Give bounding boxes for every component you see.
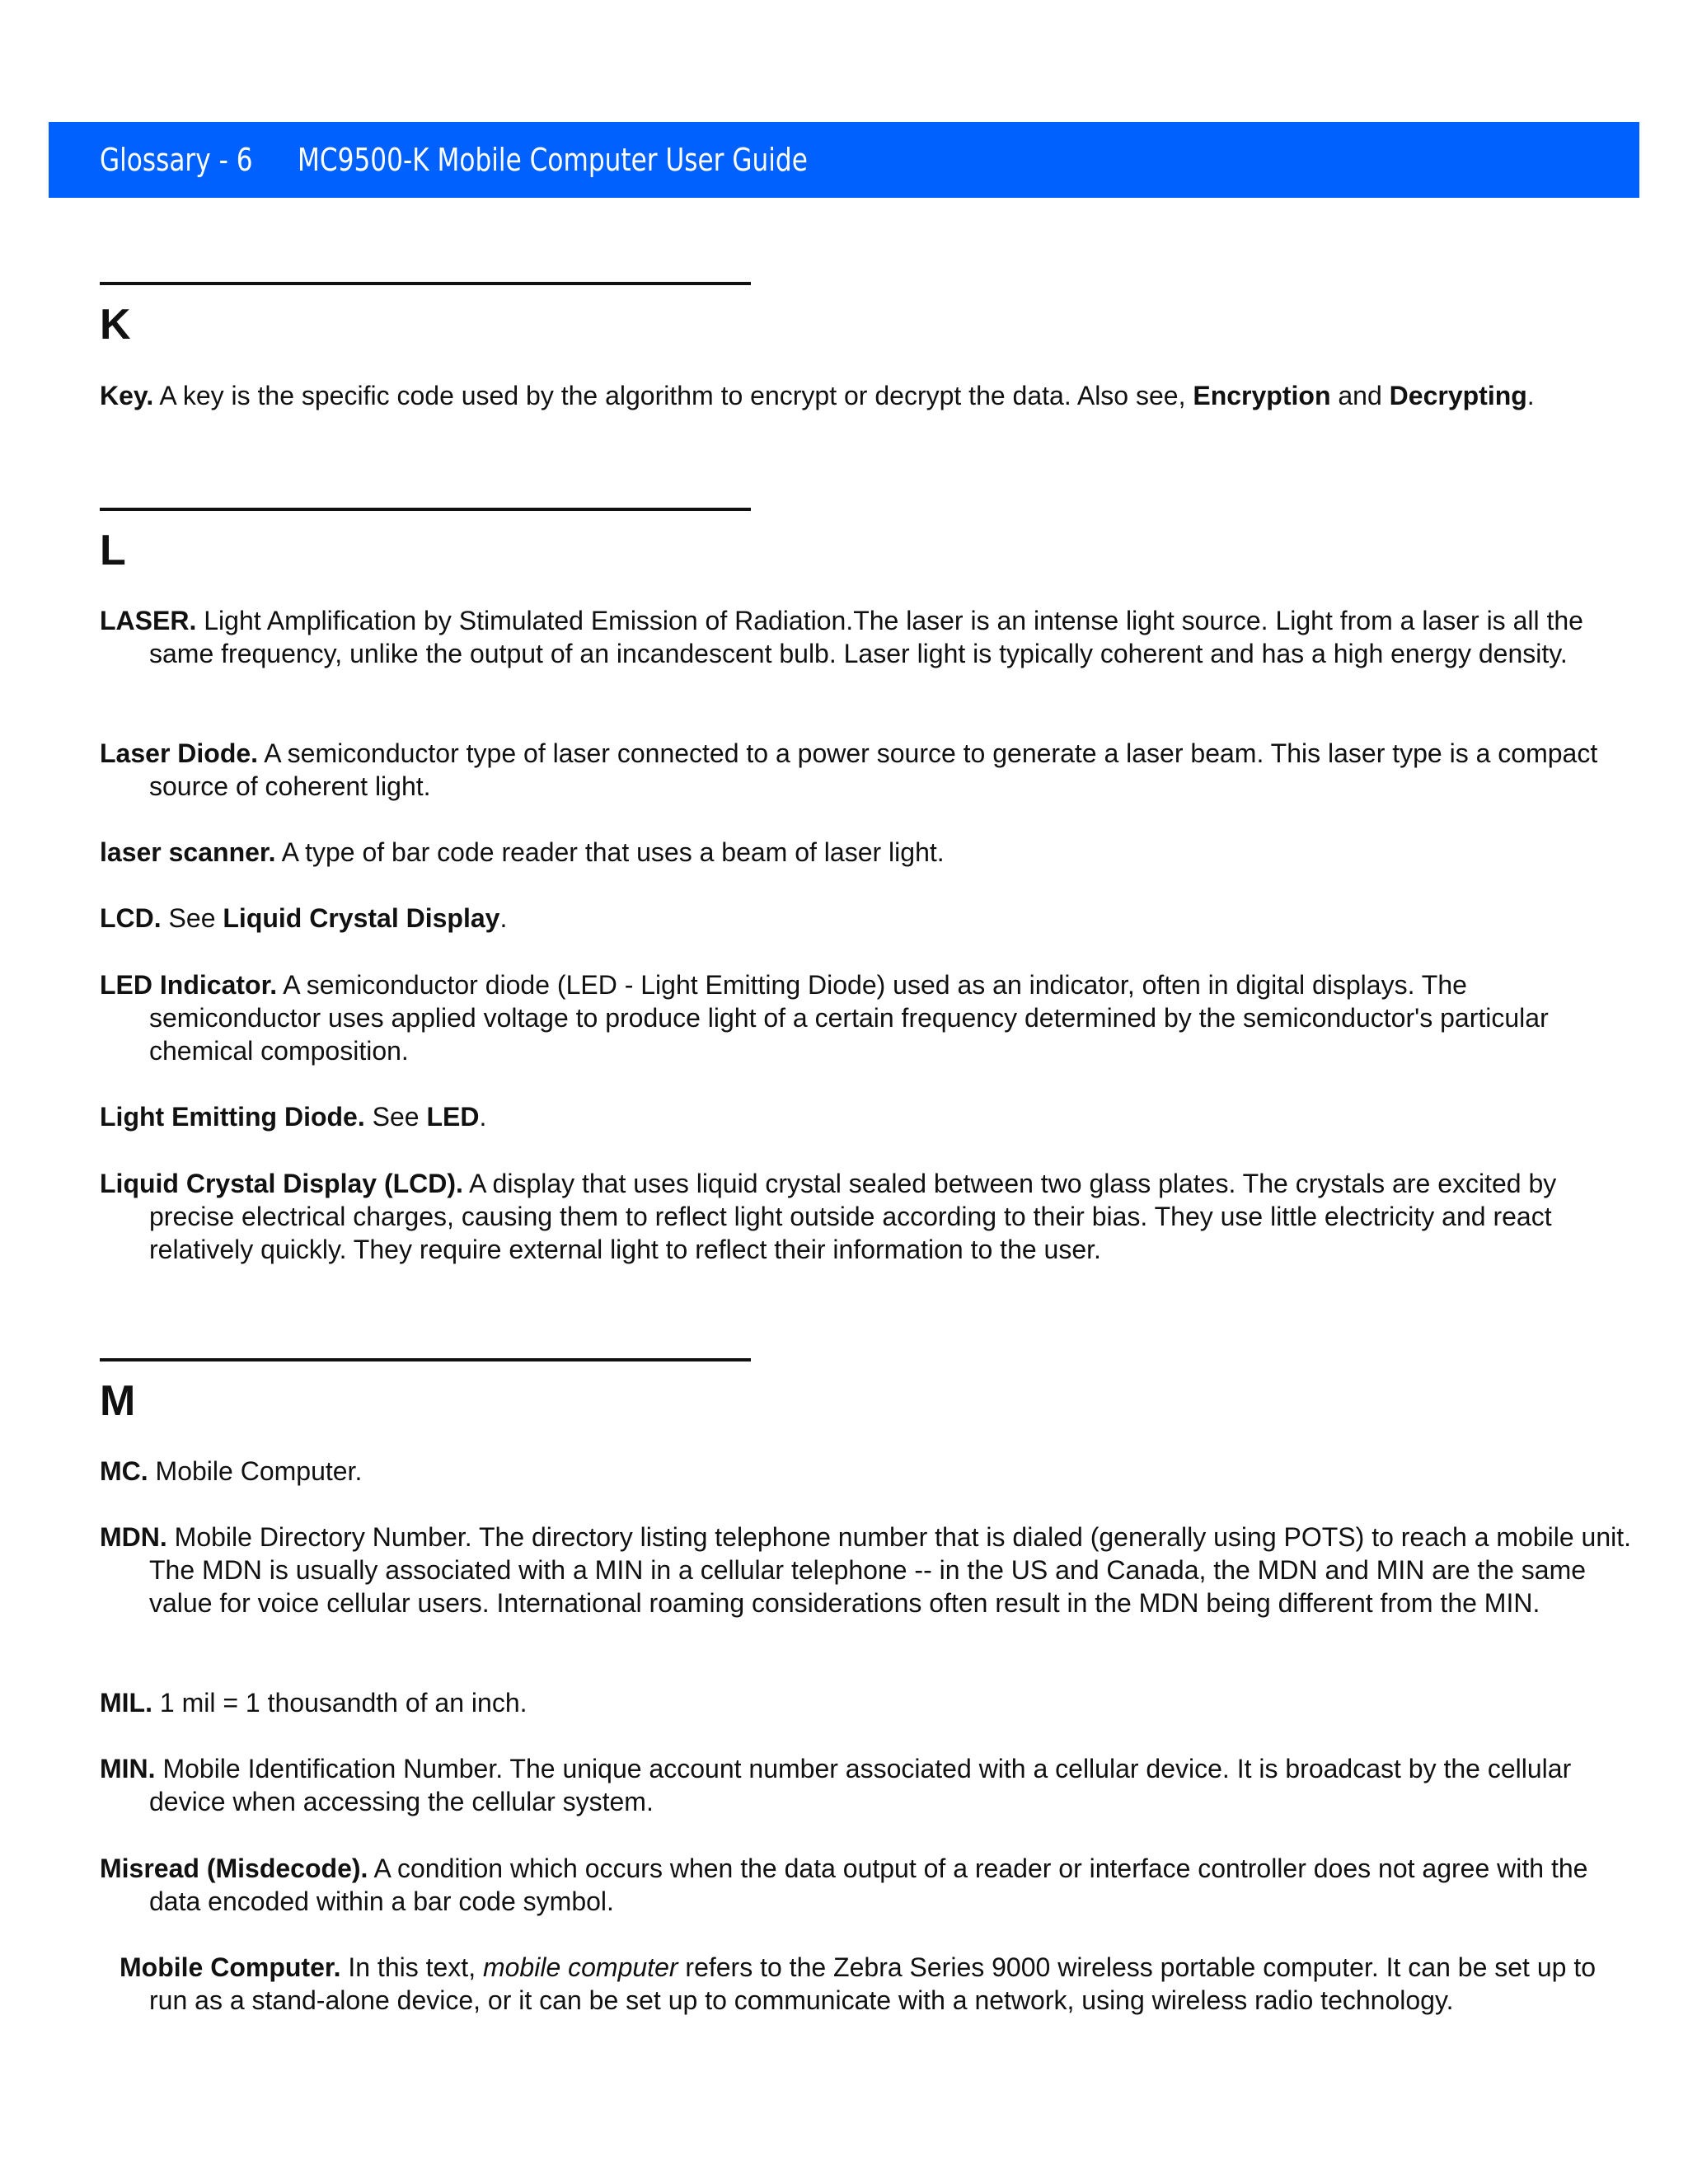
term: Misread (Misdecode). [100, 1854, 368, 1883]
glossary-entry-key [100, 379, 1682, 412]
definition: A key is the specific code used by the algorithm to encrypt or decrypt the data. Also see, [153, 381, 1193, 410]
definition: See [364, 1102, 427, 1132]
definition: A semiconductor type of laser connected to a power source to generate a laser beam. This laser type is a compact source of coherent light. [149, 738, 1598, 801]
emphasis: mobile computer [482, 1952, 678, 1982]
cross-reference: LED [426, 1102, 480, 1132]
term: LCD. [100, 903, 162, 933]
section-m-rule [100, 1358, 751, 1361]
term: LED Indicator. [100, 970, 278, 1000]
definition: 1 mil = 1 thousandth of an inch. [152, 1688, 528, 1718]
section-k-rule [100, 282, 751, 285]
definition: refers to the Zebra Series 9000 wireless portable computer. It can be set up to run as a stand-alone device, or it can be set up to communicate with a network, using wireless radio technology. [149, 1952, 1596, 2015]
glossary-entry-min [100, 1752, 1633, 1818]
term: MIN. [100, 1754, 156, 1783]
definition: Mobile Directory Number. The directory listing telephone number that is dialed (generally using POTS) to reach a mobile unit. The MDN is usually associated with a MIN in a cellular telephone -- in the US and Canada, the MDN and MIN are the same value for voice cellular users. International roaming considerations often result in the MDN being different from the MIN. [149, 1522, 1632, 1618]
term: Laser Diode. [100, 738, 259, 768]
section-m-heading: M [100, 1377, 136, 1425]
definition: A display that uses liquid crystal sealed between two glass plates. The crystals are excited by precise electrical charges, causing them to reflect light outside according to their bias. They use little electricity and react relatively quickly. They require external light to reflect their information to the user. [149, 1169, 1557, 1264]
definition: A condition which occurs when the data output of a reader or interface controller does not agree with the data encoded within a bar code symbol. [149, 1854, 1588, 1916]
section-k-heading: K [100, 301, 131, 349]
glossary-entry-misread [100, 1852, 1633, 1918]
glossary-entry-liquid-crystal-display [100, 1167, 1633, 1266]
definition: Mobile Identification Number. The unique account number associated with a cellular device. It is broadcast by the cellular device when accessing the cellular system. [149, 1754, 1572, 1816]
glossary-entry-lcd [100, 902, 1633, 935]
definition: A semiconductor diode (LED - Light Emitting Diode) used as an indicator, often in digital displays. The semiconductor uses applied voltage to produce light of a certain frequency determined by the semiconductor's particular chemical composition. [149, 970, 1549, 1066]
term: LASER. [100, 606, 197, 635]
term: laser scanner. [100, 837, 276, 867]
page-header [49, 122, 1639, 198]
glossary-entry-mdn [100, 1521, 1633, 1619]
page-label: Glossary - 6 [100, 142, 253, 178]
term: MDN. [100, 1522, 167, 1552]
glossary-entry-laser [100, 604, 1633, 670]
glossary-entry-laser-diode [100, 737, 1633, 803]
cross-reference: Liquid Crystal Display [223, 903, 500, 933]
term: MIL. [100, 1688, 152, 1718]
section-l-heading: L [100, 527, 126, 574]
definition: In this text, [340, 1952, 483, 1982]
glossary-entry-laser-scanner [100, 836, 1633, 869]
cross-reference: Encryption [1193, 381, 1331, 410]
glossary-entry-mil [100, 1686, 1633, 1719]
term: Liquid Crystal Display (LCD). [100, 1169, 463, 1198]
definition: . [1526, 381, 1535, 410]
definition: . [479, 1102, 487, 1132]
glossary-entry-led-indicator [100, 968, 1633, 1067]
cross-reference: Decrypting [1389, 381, 1527, 410]
definition: . [499, 903, 508, 933]
term: Mobile Computer. [120, 1952, 341, 1982]
glossary-entry-light-emitting-diode [100, 1100, 1633, 1133]
term: MC. [100, 1456, 148, 1486]
definition: and [1330, 381, 1390, 410]
definition: A type of bar code reader that uses a beam of laser light. [275, 837, 945, 867]
term: Key. [100, 381, 154, 410]
section-l-rule [100, 508, 751, 511]
document-title: MC9500-K Mobile Computer User Guide [298, 142, 808, 178]
glossary-entry-mc [100, 1455, 1633, 1488]
glossary-entry-mobile-computer [100, 1951, 1633, 2017]
definition: Mobile Computer. [148, 1456, 363, 1486]
term: Light Emitting Diode. [100, 1102, 365, 1132]
definition: Light Amplification by Stimulated Emission of Radiation.The laser is an intense light source. Light from a laser is all the same frequency, unlike the output of an incandescent bulb. Laser light is typically coherent and has a high energy density. [149, 606, 1583, 668]
definition: See [161, 903, 223, 933]
